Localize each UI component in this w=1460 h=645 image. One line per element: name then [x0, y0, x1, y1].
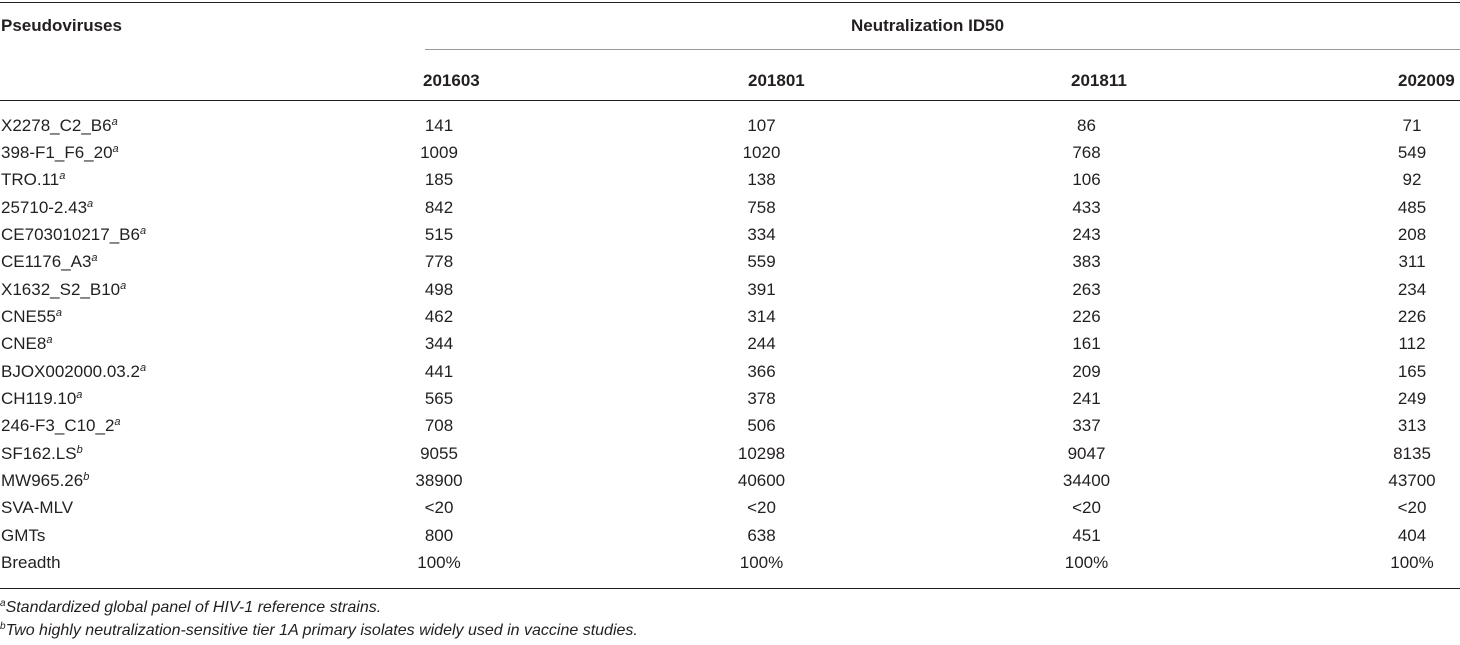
value-cell: 92	[1402, 170, 1422, 190]
row-label	[0, 522, 394, 549]
spacer-cell	[809, 495, 1039, 522]
value-cell: 337	[1072, 416, 1101, 436]
table-row	[0, 249, 1460, 276]
spacer-cell	[484, 221, 714, 248]
footnote-mark: a	[76, 388, 83, 401]
value-cell: 1009	[420, 142, 458, 162]
pseudovirus-name: Breadth	[1, 552, 61, 572]
row-label	[0, 139, 394, 166]
value-cell: 498	[424, 279, 454, 299]
value-cell: 100%	[1064, 552, 1109, 572]
table-row	[0, 549, 1460, 576]
footnote-mark: a	[114, 416, 121, 429]
value-cell: 334	[747, 224, 776, 244]
row-label	[0, 249, 394, 276]
value-cell: 86	[1077, 115, 1096, 135]
table-row	[0, 167, 1460, 194]
value-cell: 241	[1072, 388, 1101, 408]
value-cell: 100%	[739, 552, 784, 572]
footnote-mark: b	[76, 443, 83, 456]
footnote-a	[0, 598, 381, 618]
footnote-mark: a	[46, 334, 53, 347]
pseudovirus-name: X1632_S2_B10	[1, 279, 121, 299]
table-row	[0, 467, 1460, 494]
spacer-cell	[484, 413, 714, 440]
table-row	[0, 303, 1460, 330]
group-header-rule	[425, 49, 1460, 50]
footnote-a-mark: a	[0, 598, 6, 609]
footnote-mark: a	[139, 224, 147, 237]
row-label	[0, 413, 394, 440]
value-cell: 185	[424, 170, 454, 190]
table-row	[0, 495, 1460, 522]
spacer-cell	[1134, 303, 1364, 330]
value-cell: 71	[1402, 115, 1422, 135]
value-cell: 234	[1397, 279, 1427, 299]
header-neutralization-id50: Neutralization ID50	[851, 16, 1005, 35]
pseudovirus-name: SVA-MLV	[1, 498, 74, 518]
row-label	[0, 495, 394, 522]
footnote-mark: a	[59, 170, 66, 183]
value-cell: 138	[747, 170, 776, 190]
table-row	[0, 221, 1460, 248]
value-cell: 244	[747, 334, 776, 354]
spacer-cell	[1134, 385, 1364, 412]
value-cell: 106	[1072, 170, 1101, 190]
footnote-mark: b	[83, 470, 90, 483]
table-row	[0, 276, 1460, 303]
value-cell: <20	[747, 498, 776, 518]
spacer-cell	[1134, 221, 1364, 248]
value-cell: 314	[747, 306, 776, 326]
pseudovirus-name: CE1176_A3	[1, 252, 92, 272]
pseudovirus-name: MW965.26	[1, 470, 84, 490]
spacer-cell	[484, 385, 714, 412]
row-label	[0, 385, 394, 412]
value-cell: 366	[747, 361, 776, 381]
pseudovirus-name: CE703010217_B6	[1, 224, 140, 244]
value-cell: 208	[1397, 224, 1427, 244]
spacer-cell	[1134, 413, 1364, 440]
footnote-mark: a	[87, 197, 94, 210]
value-cell: 40600	[737, 470, 786, 490]
footnote-b-text: Two highly neutralization-sensitive tier 1A primary isolates widely used in vaccine studies.	[5, 622, 638, 639]
pseudovirus-name: SF162.LS	[1, 443, 77, 463]
neutralization-table	[0, 112, 1460, 577]
value-cell: 1020	[742, 142, 781, 162]
value-cell: 708	[424, 416, 454, 436]
spacer-cell	[809, 385, 1039, 412]
value-cell: 8135	[1393, 443, 1431, 463]
footnote-mark: a	[120, 279, 127, 292]
value-cell: 515	[424, 224, 454, 244]
spacer-cell	[484, 249, 714, 276]
pseudovirus-name: 25710-2.43	[1, 197, 88, 217]
spacer-cell	[484, 495, 714, 522]
spacer-cell	[809, 139, 1039, 166]
value-cell: 263	[1072, 279, 1101, 299]
value-cell: 9055	[420, 443, 458, 463]
value-cell: 141	[424, 115, 454, 135]
value-cell: 243	[1072, 224, 1101, 244]
table-row	[0, 413, 1460, 440]
value-cell: 10298	[737, 443, 786, 463]
table-row	[0, 194, 1460, 221]
value-cell: 565	[424, 388, 454, 408]
spacer-cell	[809, 522, 1039, 549]
spacer-cell	[1134, 249, 1364, 276]
value-cell: 311	[1398, 252, 1426, 272]
row-label	[0, 467, 394, 494]
table-row	[0, 139, 1460, 166]
value-cell: 165	[1397, 361, 1427, 381]
value-cell: <20	[424, 498, 454, 518]
table-row	[0, 358, 1460, 385]
value-cell: 226	[1072, 306, 1101, 326]
value-cell: 34400	[1062, 470, 1111, 490]
footnote-mark: a	[91, 252, 98, 265]
value-cell: 778	[424, 252, 454, 272]
spacer-cell	[809, 358, 1039, 385]
value-cell: 559	[747, 252, 776, 272]
row-label	[0, 440, 394, 467]
spacer-cell	[1134, 495, 1364, 522]
spacer-cell	[1134, 276, 1364, 303]
footnote-mark: a	[139, 361, 147, 374]
spacer-cell	[484, 467, 714, 494]
pseudovirus-name: CNE55	[1, 306, 56, 326]
table-bottom-rule	[0, 588, 1460, 589]
value-cell: 462	[424, 306, 454, 326]
header-col-1: 201603	[423, 71, 480, 90]
spacer-cell	[1134, 358, 1364, 385]
header-col-3: 201811	[1071, 71, 1127, 90]
table-row	[0, 112, 1460, 139]
row-label	[0, 167, 394, 194]
value-cell: 112	[1398, 334, 1426, 354]
value-cell: 100%	[1390, 552, 1434, 572]
pseudovirus-name: TRO.11	[1, 170, 60, 190]
footnote-b-mark: b	[0, 621, 6, 632]
row-label	[0, 303, 394, 330]
spacer-cell	[809, 167, 1039, 194]
value-cell: 378	[747, 388, 776, 408]
value-cell: 391	[747, 279, 776, 299]
pseudovirus-name: 398-F1_F6_20	[1, 142, 113, 162]
row-label	[0, 331, 394, 358]
row-label	[0, 194, 394, 221]
value-cell: 800	[424, 525, 454, 545]
value-cell: 433	[1072, 197, 1101, 217]
row-label	[0, 221, 394, 248]
pseudovirus-name: CNE8	[1, 334, 47, 354]
value-cell: 38900	[415, 470, 463, 490]
pseudovirus-name: X2278_C2_B6	[1, 115, 112, 135]
spacer-cell	[809, 549, 1039, 576]
spacer-cell	[484, 139, 714, 166]
spacer-cell	[484, 331, 714, 358]
spacer-cell	[484, 194, 714, 221]
table-top-rule	[0, 2, 1460, 3]
table-row	[0, 440, 1460, 467]
spacer-cell	[1134, 467, 1364, 494]
value-cell: 383	[1072, 252, 1101, 272]
value-cell: 404	[1397, 525, 1427, 545]
pseudovirus-name: 246-F3_C10_2	[1, 416, 115, 436]
value-cell: 313	[1397, 416, 1427, 436]
value-cell: 43700	[1388, 470, 1436, 490]
spacer-cell	[484, 522, 714, 549]
spacer-cell	[809, 194, 1039, 221]
value-cell: 451	[1072, 525, 1101, 545]
value-cell: 107	[747, 115, 776, 135]
spacer-cell	[809, 112, 1039, 139]
row-label	[0, 112, 394, 139]
spacer-cell	[1134, 167, 1364, 194]
footnote-a-text: Standardized global panel of HIV-1 reference strains.	[5, 599, 382, 616]
value-cell: 758	[747, 197, 776, 217]
value-cell: 549	[1397, 142, 1427, 162]
footnote-mark: a	[111, 115, 118, 128]
spacer-cell	[484, 440, 714, 467]
table-row	[0, 331, 1460, 358]
spacer-cell	[484, 276, 714, 303]
header-col-4: 202009	[1398, 71, 1455, 90]
header-col-2: 201801	[748, 71, 805, 90]
value-cell: <20	[1072, 498, 1101, 518]
spacer-cell	[809, 249, 1039, 276]
value-cell: 441	[424, 361, 454, 381]
value-cell: 344	[424, 334, 454, 354]
value-cell: <20	[1397, 498, 1427, 518]
spacer-cell	[809, 303, 1039, 330]
spacer-cell	[809, 331, 1039, 358]
value-cell: 209	[1072, 361, 1101, 381]
value-cell: 100%	[417, 552, 461, 572]
spacer-cell	[484, 549, 714, 576]
spacer-cell	[809, 221, 1039, 248]
spacer-cell	[809, 467, 1039, 494]
spacer-cell	[1134, 139, 1364, 166]
header-bottom-rule	[0, 100, 1460, 101]
spacer-cell	[1134, 112, 1364, 139]
value-cell: 161	[1072, 334, 1101, 354]
spacer-cell	[1134, 522, 1364, 549]
value-cell: 768	[1072, 142, 1101, 162]
row-label	[0, 276, 394, 303]
row-label	[0, 358, 394, 385]
value-cell: 249	[1397, 388, 1427, 408]
spacer-cell	[1134, 549, 1364, 576]
spacer-cell	[1134, 331, 1364, 358]
spacer-cell	[484, 112, 714, 139]
value-cell: 638	[747, 525, 776, 545]
spacer-cell	[809, 413, 1039, 440]
footnote-b	[0, 621, 638, 641]
spacer-cell	[809, 440, 1039, 467]
table-row	[0, 522, 1460, 549]
value-cell: 842	[424, 197, 454, 217]
row-label	[0, 549, 394, 576]
spacer-cell	[809, 276, 1039, 303]
spacer-cell	[484, 303, 714, 330]
value-cell: 9047	[1067, 443, 1106, 463]
spacer-cell	[1134, 440, 1364, 467]
pseudovirus-name: GMTs	[1, 525, 46, 545]
value-cell: 506	[747, 416, 776, 436]
spacer-cell	[1134, 194, 1364, 221]
header-pseudoviruses: Pseudoviruses	[1, 16, 122, 35]
footnote-mark: a	[55, 306, 62, 319]
spacer-cell	[484, 358, 714, 385]
footnote-mark: a	[112, 142, 119, 155]
value-cell: 226	[1397, 306, 1427, 326]
spacer-cell	[484, 167, 714, 194]
value-cell: 485	[1397, 197, 1427, 217]
table-row	[0, 385, 1460, 412]
pseudovirus-name: CH119.10	[1, 388, 77, 408]
pseudovirus-name: BJOX002000.03.2	[1, 361, 140, 381]
